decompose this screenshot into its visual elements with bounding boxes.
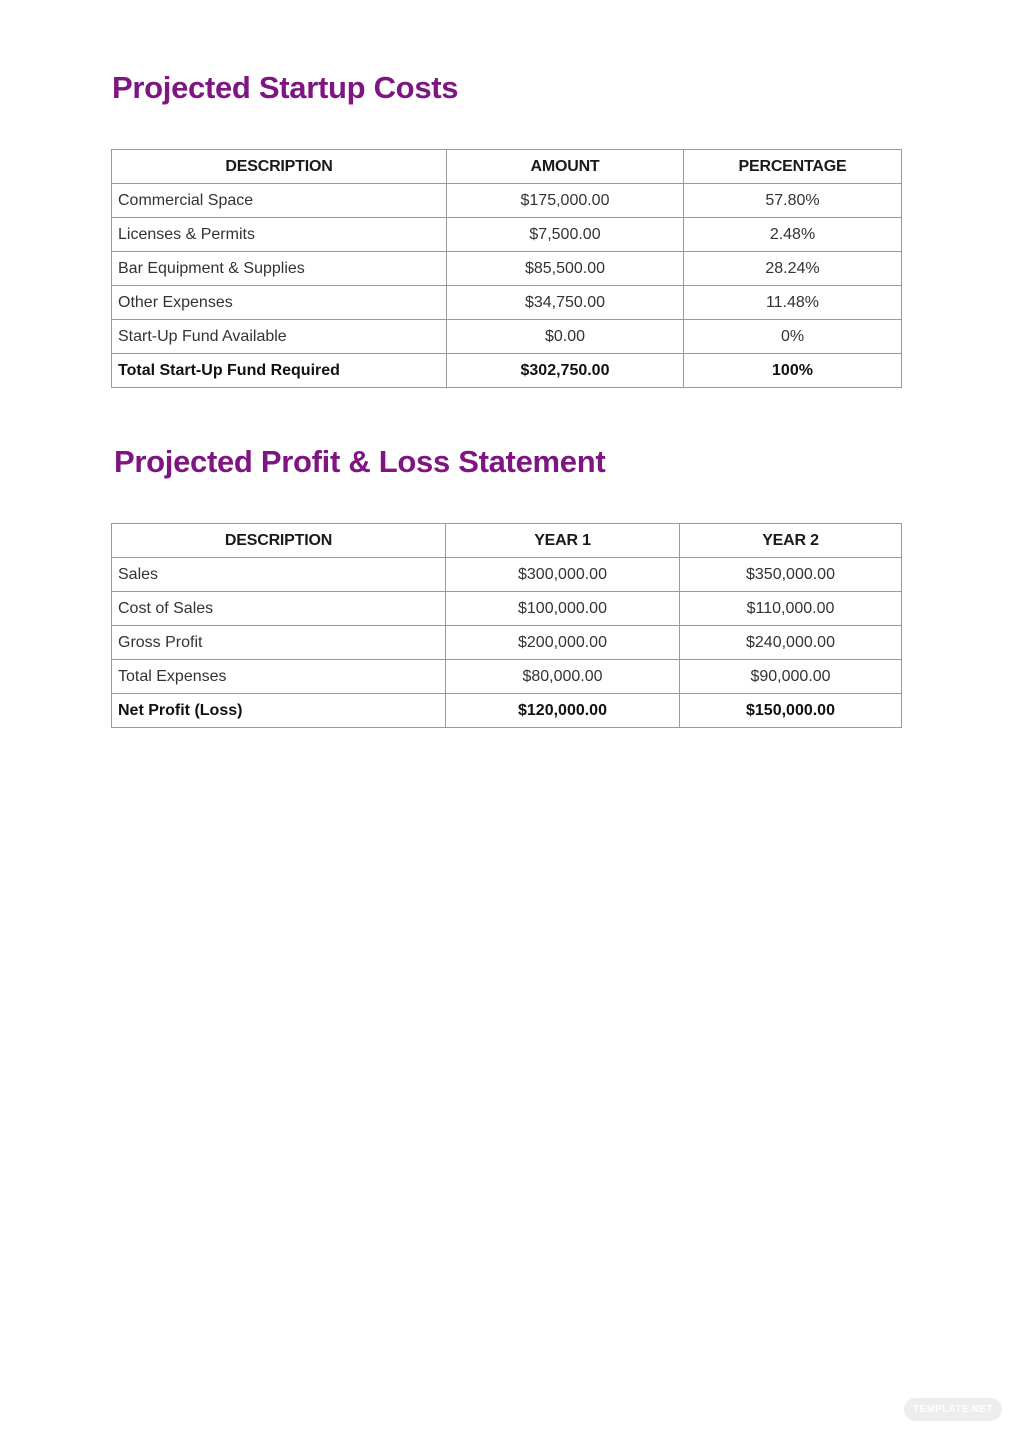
row-percentage: 11.48% <box>684 286 902 320</box>
total-percentage: 100% <box>684 354 902 388</box>
column-header-year-1: YEAR 1 <box>446 524 680 558</box>
table-header-row <box>112 150 902 184</box>
row-description: Gross Profit <box>112 626 446 660</box>
column-header-amount: AMOUNT <box>447 150 684 184</box>
startup-costs-table <box>111 149 902 388</box>
total-description: Total Start-Up Fund Required <box>112 354 447 388</box>
row-percentage: 57.80% <box>684 184 902 218</box>
row-description: Total Expenses <box>112 660 446 694</box>
row-amount: $175,000.00 <box>447 184 684 218</box>
table-row <box>112 286 902 320</box>
profit-loss-table <box>111 523 902 728</box>
row-amount: $85,500.00 <box>447 252 684 286</box>
column-header-percentage: PERCENTAGE <box>684 150 902 184</box>
row-year-2: $90,000.00 <box>680 660 902 694</box>
table-row <box>112 320 902 354</box>
total-row <box>112 694 902 728</box>
total-row <box>112 354 902 388</box>
row-description: Start-Up Fund Available <box>112 320 447 354</box>
total-description: Net Profit (Loss) <box>112 694 446 728</box>
column-header-year-2: YEAR 2 <box>680 524 902 558</box>
profit-loss-title: Projected Profit & Loss Statement <box>114 444 606 479</box>
row-description: Other Expenses <box>112 286 447 320</box>
row-description: Cost of Sales <box>112 592 446 626</box>
row-year-1: $100,000.00 <box>446 592 680 626</box>
row-description: Commercial Space <box>112 184 447 218</box>
row-year-1: $80,000.00 <box>446 660 680 694</box>
row-year-2: $350,000.00 <box>680 558 902 592</box>
row-percentage: 0% <box>684 320 902 354</box>
row-percentage: 2.48% <box>684 218 902 252</box>
total-year-2: $150,000.00 <box>680 694 902 728</box>
table-row <box>112 558 902 592</box>
row-percentage: 28.24% <box>684 252 902 286</box>
row-description: Licenses & Permits <box>112 218 447 252</box>
table-header-row <box>112 524 902 558</box>
row-amount: $0.00 <box>447 320 684 354</box>
table-row <box>112 626 902 660</box>
table-row <box>112 660 902 694</box>
table-row <box>112 218 902 252</box>
row-description: Bar Equipment & Supplies <box>112 252 447 286</box>
table-row <box>112 592 902 626</box>
column-header-description: DESCRIPTION <box>112 150 447 184</box>
row-amount: $7,500.00 <box>447 218 684 252</box>
row-year-2: $110,000.00 <box>680 592 902 626</box>
total-amount: $302,750.00 <box>447 354 684 388</box>
startup-costs-title: Projected Startup Costs <box>112 70 459 105</box>
table-row <box>112 184 902 218</box>
table-row <box>112 252 902 286</box>
total-year-1: $120,000.00 <box>446 694 680 728</box>
column-header-description: DESCRIPTION <box>112 524 446 558</box>
row-description: Sales <box>112 558 446 592</box>
row-year-1: $300,000.00 <box>446 558 680 592</box>
template-net-watermark: TEMPLATE.NET <box>904 1398 1002 1421</box>
row-year-2: $240,000.00 <box>680 626 902 660</box>
row-amount: $34,750.00 <box>447 286 684 320</box>
row-year-1: $200,000.00 <box>446 626 680 660</box>
